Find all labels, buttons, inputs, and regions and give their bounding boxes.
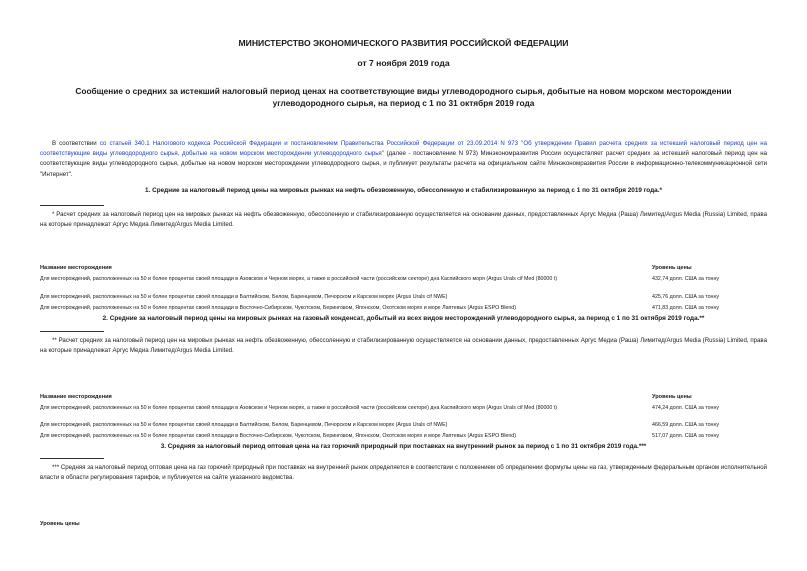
section1-footnote: * Расчет средних за налоговый период цен на мировых рынках на нефть обезвоженную, обессоленную и стабилизированную осуществляется на основании данных, предоставленных Аргус Медиа (Раша) Лимитед/Argus Media (Russia) Limited, права на которые принадлежат Аргус Медиа Лимитед/Argus Media Limited. [40,211,767,228]
table-row-name: Для месторождений, расположенных на 50 и более процентах своей площади в Восточно-Сибирском, Чукотском, Беринговом, Японском, Охотском морях и море Лаптевых (Argus ESPO Blend) [40,433,517,439]
document-title: Сообщение о средних за истекший налоговый период ценах на соответствующие виды углеводородного сырья, добытые на новом морском месторождении углеводородного сырья, на период с 1 по 31 октября 2019 года [75,86,732,108]
section2-footnote: ** Расчет средних за налоговый период цен на мировых рынках на нефть обезвоженную, обессоленную и стабилизированную осуществляется на основании данных, предоставленных Аргус Медиа (Раша) Лимитед/Argus Media (Russia) Limited, права на которые принадлежат Аргус Медиа Лимитед/Argus Media Limited. [40,337,767,354]
section2-col-price: Уровень цены [652,394,692,400]
table-row-price: 471,83 долл. США за тонну [652,305,720,311]
law-reference-link[interactable]: со статьей 340.1 Налогового кодекса Российской Федерации и постановлением Правительства Российской Федерации от 23.09.2014 N 973 "Об утверждении Правил расчета средних за истекший налоговый период цен на соответствующие виды углеводородного сырья, добытые на новом морском месторождении углеводородного сырья" [40,140,768,158]
intro-prefix: В соответствии [52,140,100,147]
document-date: от 7 ноября 2019 года [357,58,450,68]
table-row-price: 425,76 долл. США за тонну [652,294,720,300]
table-row-name: Для месторождений, расположенных на 50 и более процентах своей площади в Балтийском, Белом, Баренцевом, Печорском и Карском морях (Argus Urals cif NWE) [40,294,448,300]
table-row-price: 517,07 долл. США за тонну [652,433,720,439]
table-row-name: Для месторождений, расположенных на 50 и более процентах своей площади в Восточно-Сибирском, Чукотском, Беринговом, Японском, Охотском морях и море Лаптевых (Argus ESPO Blend) [40,305,517,311]
section2-heading: 2. Средние за налоговый период цены на мировых рынках на газовый конденсат, добытый из всех видов месторождений углеводородного сырья, за период с 1 по 31 октября 2019 года.** [102,315,705,322]
section3-heading: 3. Средняя за налоговый период оптовая цена на газ горючий природный при поставках на внутренний рынок за период с 1 по 31 октября 2019 года.*** [160,443,647,450]
footnote-divider [40,458,104,459]
table-row-price: 432,74 долл. США за тонну [652,276,720,282]
table-row-name: Для месторождений, расположенных на 50 и более процентах своей площади в Азовском и Черном морях, а также в российской части (российском секторе) дна Каспийского моря (Argus Urals cif Med (80000 t) [40,405,557,411]
section3-footnote: *** Средняя за налоговый период оптовая цена на газ горючий природный при поставках на внутренний рынок определяется в соответствии с положением об определении формулы цены на газ, утвержденным федеральным органом исполнительной власти в области регулирования тарифов, и публикуется на сайте указанного ведомства. [40,464,767,481]
table-row-name: Для месторождений, расположенных на 50 и более процентах своей площади в Балтийском, Белом, Баренцевом, Печорском и Карском морях (Argus Urals cif NWE) [40,422,448,428]
section2-col-name: Название месторождения [40,394,112,400]
table-row-price: 466,59 долл. США за тонну [652,422,720,428]
section1-col-price: Уровень цены [652,265,692,271]
section3-col-price: Уровень цены [40,521,80,527]
section1-col-name: Название месторождения [40,265,112,271]
section1-heading: 1. Средние за налоговый период цены на мировых рынках на нефть обезвоженную, обессоленную и стабилизированную за период с 1 по 31 октября 2019 года.* [145,187,662,194]
table-row-name: Для месторождений, расположенных на 50 и более процентах своей площади в Азовском и Черном морях, а также в российской части (российском секторе) дна Каспийского моря (Argus Urals cif Med (80000 t) [40,276,557,282]
intro-paragraph [40,139,767,180]
table-row-price: 474,24 долл. США за тонну [652,405,720,411]
intro-suffix: (далее - постановление N 973) Минэкономразвития России осуществляет расчет средних за истекший налоговый период цен на соответствующие виды углеводородного сырья, добытые на новом морском месторождении углеводородного сырья, и публикует результаты расчета на официальном сайте Минэкономразвития России в информационно-телекоммуникационной сети "Интернет". [40,150,767,178]
footnote-divider [40,205,104,206]
ministry-name: МИНИСТЕРСТВО ЭКОНОМИЧЕСКОГО РАЗВИТИЯ РОССИЙСКОЙ ФЕДЕРАЦИИ [238,38,569,48]
footnote-divider [40,331,104,332]
